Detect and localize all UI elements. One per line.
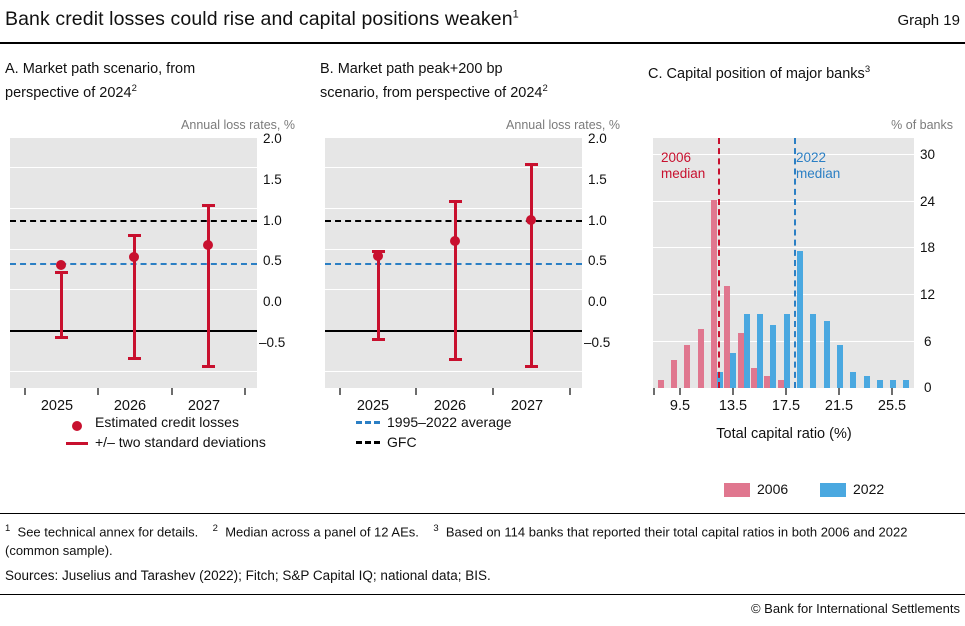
x-tick-label: 2027 [187,398,221,414]
copyright-line: © Bank for International Settlements [750,601,960,616]
panel-b-title: B. Market path peak+200 bp scenario, from perspective of 2024$^2$ [320,61,548,101]
error-bar-cap [202,365,215,368]
bar-2022 [890,380,896,388]
gfc-reference-line [10,220,257,222]
error-bar [454,200,457,360]
sources-line: Sources: Juselius and Tarashev (2022); Fitch; S&P Capital IQ; national data; BIS. [5,568,491,583]
bar-2006 [671,360,677,388]
bar-2022 [770,325,776,388]
error-bar [377,250,380,340]
error-bar-cap [449,358,462,361]
y-tick-label: –0.5 [584,335,611,350]
gridline [10,371,257,372]
legend-stddev-line-icon [66,442,88,445]
legend-stddev-label: +/– two standard deviations [95,434,266,450]
legend-average-label: 1995–2022 average [387,414,512,430]
gridline [325,371,582,372]
gridline [653,294,914,295]
gridline [10,167,257,168]
median-2006-line [718,138,720,388]
legend-2006-swatch [724,483,750,497]
legend-average-line-icon [356,421,380,424]
bar-2022 [757,314,763,388]
footnotes: $^1$ See technical annex for details. $^2$ Median across a panel of 12 AEs. $^3$ Based on 114 banks that reported their total capital ratios in both 2006 and 2022 (common sample). [5,523,908,558]
x-tick-label: 2026 [113,398,147,414]
x-tick [244,388,246,395]
panel-b-plot [325,138,582,388]
legend-gfc-line-icon [356,441,380,444]
x-tick-label: 13.5 [718,398,748,414]
error-bar-cap [55,271,68,274]
estimate-dot [526,215,536,225]
median-2022-annotation: 2022 median [796,150,841,181]
error-bar-cap [525,163,538,166]
y-tick-label: 0.5 [588,253,607,268]
header [0,0,965,44]
error-bar-cap [128,234,141,237]
x-tick-label: 9.5 [669,398,691,414]
bar-2006 [658,380,664,388]
legend-gfc-label: GFC [387,434,417,450]
bar-2022 [784,314,790,388]
estimate-dot [129,252,139,262]
legend-estimate-dot-icon [72,421,82,431]
y-tick-label: 2.0 [588,131,607,146]
panel-a-axis-note: Annual loss rates, % [181,118,295,132]
bar-2022 [744,314,750,388]
y-tick-label: 24 [920,194,936,209]
y-tick-label: 30 [920,147,936,162]
panel-a [5,60,305,420]
panel-a-title: A. Market path scenario, from perspective of 2024$^2$ [5,61,196,101]
y-tick-label: 1.0 [588,213,607,228]
y-tick-label: 0.5 [263,253,282,268]
x-tick-label: 2025 [40,398,74,414]
x-tick-label: 2025 [356,398,390,414]
y-tick-label: 0.0 [263,294,282,309]
error-bar-cap [525,365,538,368]
x-tick-label: 17.5 [771,398,801,414]
x-tick [492,388,494,395]
bar-2006 [698,329,704,388]
gridline [10,208,257,209]
y-tick-label: 2.0 [263,131,282,146]
estimate-dot [373,251,383,261]
x-tick [785,388,787,395]
estimate-dot [203,240,213,250]
graph-number: Graph 19 [897,12,960,29]
footer-divider [0,594,965,595]
footnote-divider [0,513,965,514]
error-bar-cap [202,204,215,207]
x-tick [171,388,173,395]
bar-2022 [810,314,816,388]
x-tick-label: 2027 [510,398,544,414]
header-divider [0,42,965,44]
y-tick-label: 1.5 [263,172,282,187]
x-tick [339,388,341,395]
x-tick [569,388,571,395]
x-tick-label: 2026 [433,398,467,414]
y-tick-label: 18 [920,240,936,255]
bar-2022 [797,251,803,388]
x-tick-label: 21.5 [824,398,854,414]
bar-2022 [824,321,830,388]
y-tick-label: 6 [924,334,932,349]
bar-2022 [850,372,856,388]
bar-2022 [864,376,870,388]
bar-2022 [877,380,883,388]
panel-b [320,60,630,420]
legend-2006-label: 2006 [757,481,789,497]
x-tick [732,388,734,395]
bar-2022 [837,345,843,388]
bar-2022 [903,380,909,388]
gridline [653,247,914,248]
panel-c [648,60,963,460]
panel-b-axis-note: Annual loss rates, % [506,118,620,132]
median-2006-annotation: 2006 median [661,150,706,181]
panel-c-axis-title: Total capital ratio (%) [716,426,852,442]
bar-2022 [730,353,736,388]
estimate-dot [56,260,66,270]
x-tick [679,388,681,395]
y-tick-label: –0.5 [259,335,286,350]
error-bar [207,204,210,367]
error-bar [530,163,533,367]
x-tick-label: 25.5 [877,398,907,414]
y-tick-label: 1.5 [588,172,607,187]
estimate-dot [450,236,460,246]
x-tick [415,388,417,395]
y-tick-label: 12 [920,287,936,302]
legend-2022-swatch [820,483,846,497]
legend-2022-label: 2022 [853,481,885,497]
gridline [325,167,582,168]
panel-a-plot [10,138,257,388]
page-title: Bank credit losses could rise and capital positions weaken$^1$ [5,8,519,30]
x-tick [838,388,840,395]
gridline [653,201,914,202]
error-bar-cap [128,357,141,360]
x-tick [891,388,893,395]
y-tick-label: 0.0 [588,294,607,309]
error-bar-cap [449,200,462,203]
y-tick-label: 1.0 [263,213,282,228]
x-tick [97,388,99,395]
panel-c-title: C. Capital position of major banks$^3$ [648,64,871,82]
panel-c-axis-note: % of banks [891,118,953,132]
error-bar-cap [55,336,68,339]
bar-2006 [711,200,717,388]
x-tick [653,388,655,395]
y-tick-label: 0 [924,380,932,395]
x-tick [24,388,26,395]
legend-estimate-label: Estimated credit losses [95,414,239,430]
error-bar [60,271,63,338]
error-bar-cap [372,338,385,341]
bar-2006 [684,345,690,388]
